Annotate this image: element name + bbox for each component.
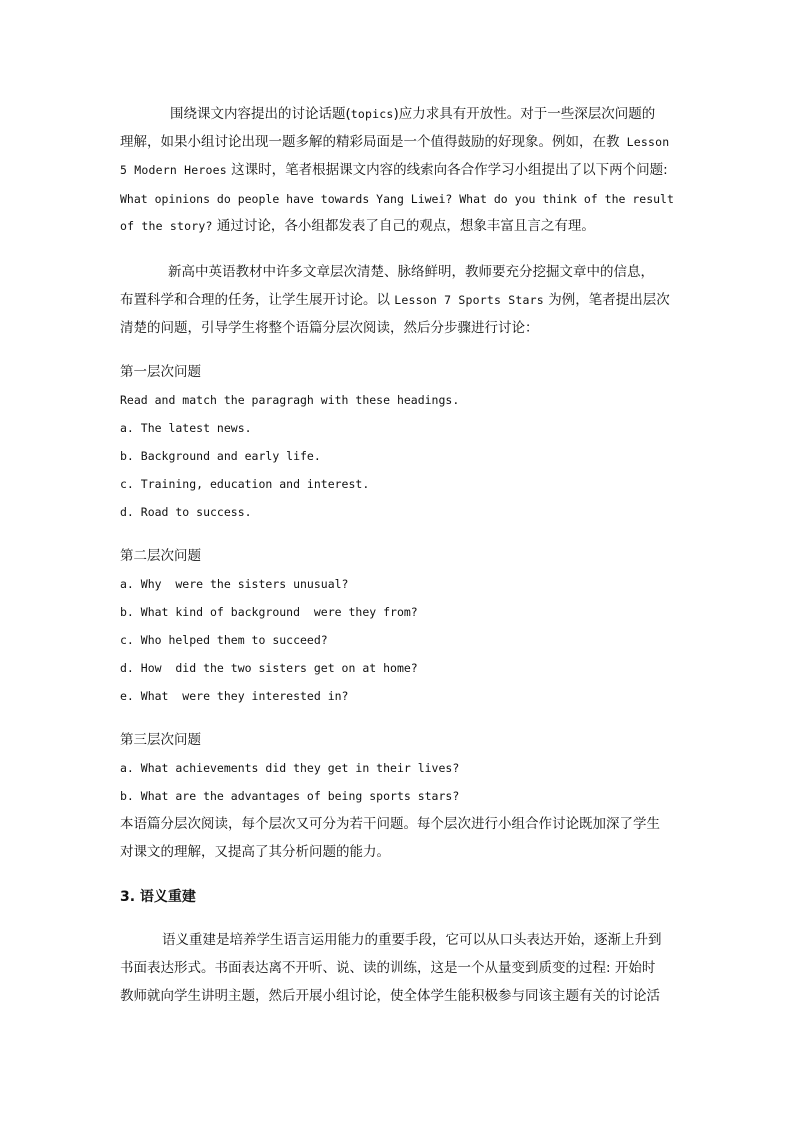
paragraph-line: 语义重建是培养学生语言运用能力的重要手段，它可以从口头表达开始，逐渐上升到: [162, 932, 662, 948]
paragraph-line: 新高中英语教材中许多文章层次清楚、脉络鲜明，教师要充分挖掘文章中的信息，: [168, 264, 654, 280]
paragraph-line: 对课文的理解，又提高了其分析问题的能力。: [120, 844, 390, 860]
level-title: 第三层次问题: [120, 732, 201, 748]
paragraph-line: 5 Modern Heroes 这课时，笔者根据课文内容的线索向各合作学习小组提出了以下两个问题:: [120, 162, 668, 178]
list-item: a. The latest news.: [120, 421, 252, 435]
paragraph-line: 教师就向学生讲明主题，然后开展小组讨论，使全体学生能积极参与同该主题有关的讨论活: [120, 988, 660, 1004]
paragraph-line: of the story? 通过讨论，各小组都发表了自己的观点，想象丰富且言之有理。: [120, 218, 595, 234]
level-title: 第二层次问题: [120, 548, 201, 564]
list-item: d. Road to success.: [120, 505, 252, 519]
section-heading: 3. 语义重建: [120, 889, 196, 905]
paragraph-line: 清楚的问题，引导学生将整个语篇分层次阅读，然后分步骤进行讨论：: [120, 320, 539, 336]
list-item: a. Why were the sisters unusual?: [120, 577, 349, 591]
list-item: b. What kind of background were they from?: [120, 605, 418, 619]
list-item: a. What achievements did they get in their lives?: [120, 761, 460, 775]
paragraph-line: 理解，如果小组讨论出现一题多解的精彩局面是一个值得鼓励的好现象。例如，在教 Lesson: [120, 134, 670, 150]
paragraph-line: 本语篇分层次阅读，每个层次又可分为若干问题。每个层次进行小组合作讨论既加深了学生: [120, 816, 660, 832]
list-item: c. Training, education and interest.: [120, 477, 370, 491]
paragraph-line: 书面表达形式。书面表达离不开听、说、读的训练，这是一个从量变到质变的过程: 开始时: [120, 960, 656, 976]
paragraph-line: What opinions do people have towards Yang Liwei? What do you think of the result: [120, 192, 674, 206]
level-instruction: Read and match the paragragh with these headings.: [120, 393, 460, 407]
list-item: e. What were they interested in?: [120, 689, 349, 703]
list-item: b. Background and early life.: [120, 449, 321, 463]
list-item: b. What are the advantages of being sports stars?: [120, 789, 460, 803]
paragraph-line: 布置科学和合理的任务，让学生展开讨论。以 Lesson 7 Sports Stars 为例，笔者提出层次: [120, 292, 670, 308]
paragraph-line: 围绕课文内容提出的讨论话题(topics)应力求具有开放性。对于一些深层次问题的: [170, 106, 656, 122]
level-title: 第一层次问题: [120, 364, 201, 380]
list-item: d. How did the two sisters get on at home?: [120, 661, 418, 675]
list-item: c. Who helped them to succeed?: [120, 633, 328, 647]
